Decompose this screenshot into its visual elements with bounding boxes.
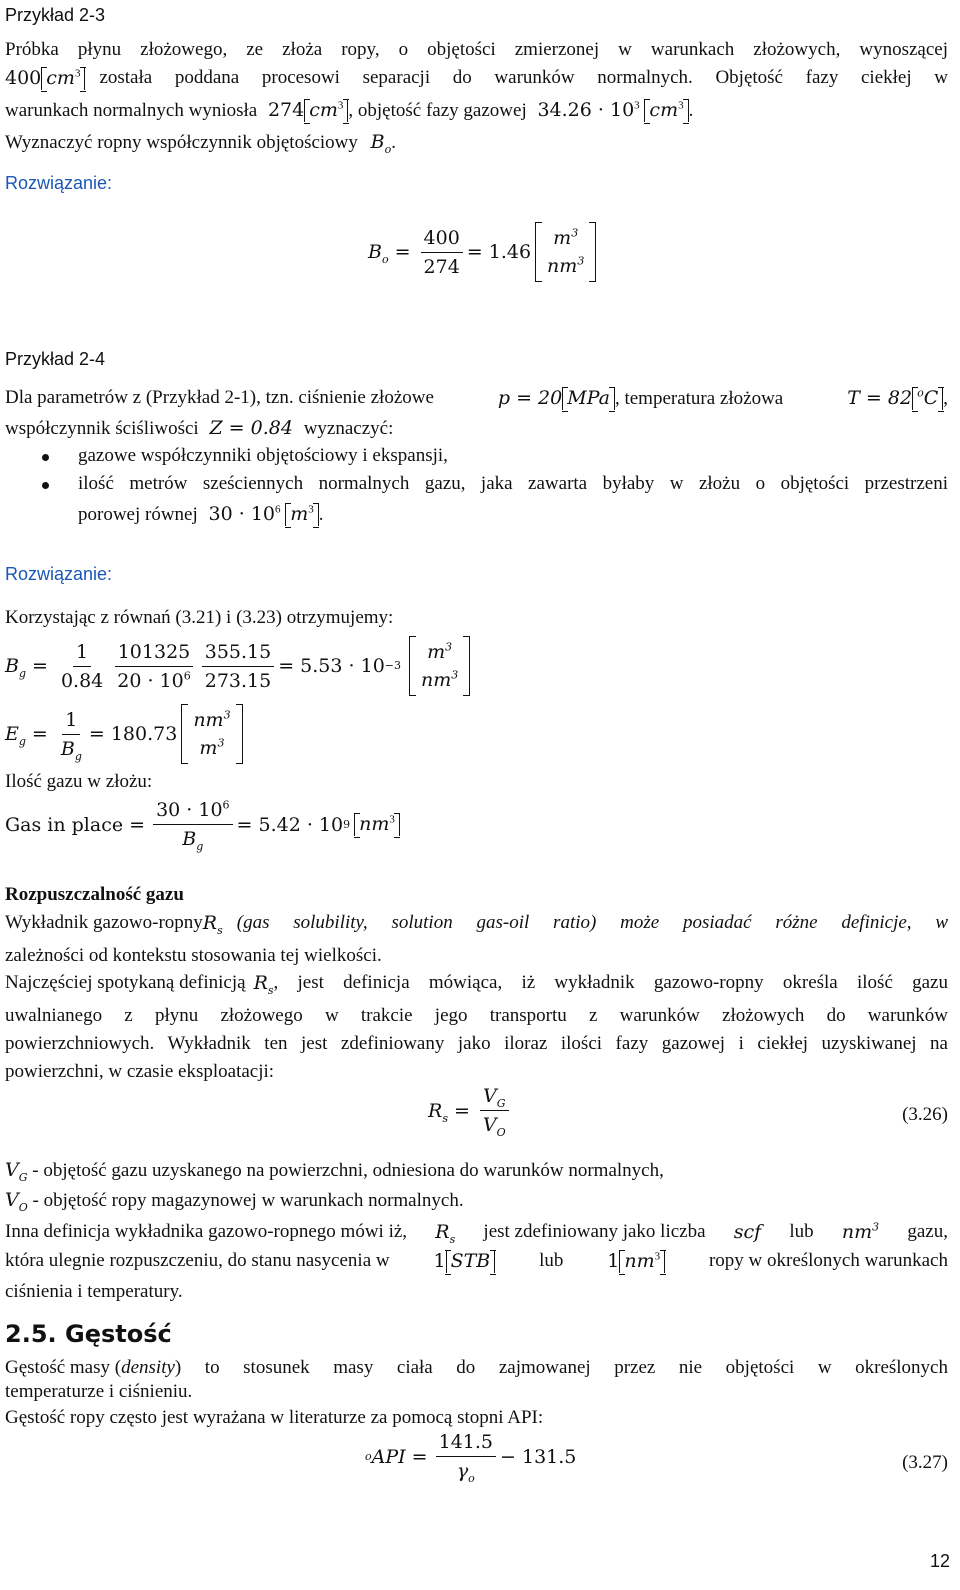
rozp-p3-lub: lub — [789, 1221, 814, 1242]
stb-unit: STB — [450, 1250, 491, 1272]
api-lhs: API = — [371, 1445, 428, 1468]
ex24-line-2-b: wyznaczyć: — [303, 418, 394, 439]
rozp-p2-line-4: powierzchni, w czasie eksploatacji: — [5, 1061, 275, 1082]
ex23-line-1: Próbka płynu złożowego, ze złoża ropy, o objętości zmierzonej w warunkach złożowych, wynoszącej — [5, 39, 948, 60]
rozp-p4-line-1: która ulegnie rozpuszczeniu, do stanu nasycenia w 1 STB lub 1 $nm^3$ ropy w określonych warunkach — [5, 1250, 948, 1272]
ex24-bullet-1: gazowe współczynniki objętościowy i ekspansji, — [78, 445, 448, 466]
rozp-p2-line-1: Najczęściej spotykaną definicją $R_s$ , jest definicja mówiąca, iż wykładnik gazowo-ropny określa ilość gazu — [5, 972, 948, 997]
frac-den: 274 — [423, 255, 460, 278]
rozp-p3-c: gazu, — [907, 1221, 948, 1242]
page-number: 12 — [929, 1551, 950, 1571]
api-equation: o API = $\frac{141.5}{\gamma_o}$ − 131.5 — [365, 1431, 577, 1485]
ex24-bullet-2-cont: porowej równej $30 \cdot 10^6$ $m^3$ . — [78, 503, 324, 525]
rozp-p2-line-2: uwalnianego z płynu złożowego w trakcie jego transportu z warunków złożowych do warunków — [5, 1005, 948, 1026]
gas-volume: 34.26 · 10 — [537, 99, 635, 121]
eq-number-3-26: (3.26) — [902, 1104, 948, 1125]
rozp-p4-a: która ulegnie rozpuszczeniu, do stanu nasycenia w — [5, 1250, 390, 1271]
ex23-line-3-b: , objętość fazy gazowej — [348, 100, 527, 121]
rozp-p3-a: Inna definicja wykładnika gazowo-ropnego mówi iż, — [5, 1221, 408, 1242]
vo-definition: $V_O$ - objętość ropy magazynowej w warunkach normalnych. — [5, 1189, 464, 1214]
unit-mpa: MPa — [567, 387, 610, 409]
liquid-volume: 274 — [267, 99, 305, 121]
eg-result: = 180.73 — [88, 723, 178, 745]
rozp-p1-b: (gas solubility, solution gas-oil ratio) może posiadać różne definicje, w — [236, 912, 948, 933]
gest-p1-b: ) to stosunek masy ciała do zajmowanej przez nie objętości w określonych — [174, 1357, 948, 1378]
scf-unit: scf — [733, 1221, 762, 1243]
ex23-solution-label: Rozwiązanie: — [5, 173, 113, 193]
rozp-p2-line-3: powierzchniowych. Wykładnik ten jest zdefiniowany jako iloraz ilości fazy gazowej i ciekłej uzyskiwanej na — [5, 1033, 948, 1054]
ex24-line-1: Dla parametrów z (Przykład 2-1), tzn. ciśnienie złożowe p = 20 MPa , temperatura złożowa T = 82 $^o$C , — [5, 386, 948, 409]
rs-equation: $R_s$ = $\frac{V_G}{V_O}$ — [428, 1084, 513, 1137]
gest-p2: Gęstość ropy często jest wyrażana w literaturze za pomocą stopni API: — [5, 1407, 544, 1428]
rozp-title: Rozpuszczalność gazu — [5, 884, 184, 905]
ex23-line-4: Wyznaczyć ropny współczynnik objętościowy $B_o$. — [5, 131, 396, 156]
api-rest: − 131.5 — [500, 1445, 577, 1468]
vo-definition-text: - objętość ropy magazynowej w warunkach normalnych. — [32, 1190, 464, 1211]
eq-number-3-27: (3.27) — [902, 1452, 948, 1473]
bullet-dot-2 — [42, 482, 49, 489]
gest-density-term: density — [121, 1357, 175, 1378]
z-factor: Z = 0.84 — [209, 417, 293, 439]
example-2-3-title: Przykład 2-3 — [5, 5, 106, 25]
ex24-bullet-2-cont-text: porowej równej — [78, 504, 198, 525]
ex23-line-3-a: warunkach normalnych wyniosła — [5, 100, 258, 121]
gest-p1-line-1 — [5, 1356, 948, 1380]
unit-celsius: C — [923, 387, 939, 409]
vg-definition-text: - objętość gazu uzyskanego na powierzchni, odniesiona do warunków normalnych, — [32, 1160, 664, 1181]
ex24-bullet-2: ilość metrów sześciennych normalnych gazu, jaka zawarta byłaby w złożu o objętości przestrzeni — [78, 473, 948, 494]
gas-in-place-equation: Gas in place = $\frac{30 \cdot 10^6}{B_g}$ = 5.42 · 10 9 $nm^3$ — [5, 798, 400, 851]
gip-result: = 5.42 · 10 — [236, 813, 344, 836]
ex23-line-2-rest: została poddana procesowi separacji do warunków normalnych. Objętość fazy ciekłej w — [99, 67, 948, 88]
ex23-bo-equation: $B_o$ = $\frac{400}{274}$ = 1.46 $m^3$ $nm^3$ — [368, 222, 596, 282]
frac-num: 400 — [421, 226, 463, 253]
rozp-p5: ciśnienia i temperatury. — [5, 1281, 183, 1302]
ex24-line-1-b: , temperatura złożowa — [614, 388, 784, 409]
sample-volume: 400 — [5, 67, 42, 89]
ex24-solution-label: Rozwiązanie: — [5, 564, 113, 584]
bullet-dot-1 — [42, 454, 49, 461]
bg-result: = 5.53 · 10 — [278, 655, 385, 677]
rozp-p4-lub: lub — [539, 1250, 564, 1271]
pore-volume: 30 · 10 — [208, 503, 276, 525]
unit-cm: cm — [46, 67, 75, 89]
ex23-line-3: warunkach normalnych wyniosła 274 $cm^3$ , objętość fazy gazowej $34.26 \cdot 10^3$ $cm^3$ . — [5, 99, 694, 121]
gest-p1-line-2: temperaturze i ciśnieniu. — [5, 1381, 193, 1402]
vg-definition: $V_G$ - objętość gazu uzyskanego na powierzchni, odniesiona do warunków normalnych, — [5, 1159, 664, 1184]
bg-equation: $B_g$ = $\frac{1}{0.84}$ $\frac{101325}{20 \cdot 10^6}$ $\frac{355.15}{273.15}$ = 5.53 · 10 −3 $m^3$ $nm^3$ — [5, 636, 470, 696]
pressure-value: p = 20 — [497, 387, 563, 409]
example-2-4-title: Przykład 2-4 — [5, 349, 106, 369]
rozp-p1-a: Wykładnik gazowo-ropny — [5, 912, 203, 933]
section-2-5-title: 2.5. Gęstość — [5, 1320, 172, 1348]
eg-equation: $E_g$ = $\frac{1}{B_g}$ = 180.73 $nm^3$ $m^3$ — [5, 704, 243, 764]
rozp-p4-b: ropy w określonych warunkach — [708, 1250, 948, 1271]
rozp-p1-line-2: zależności od kontekstu stosowania tej wielkości. — [5, 945, 382, 966]
rozp-p2-b: , jest definicja mówiąca, iż wykładnik gazowo-ropny określa ilość gazu — [273, 972, 948, 993]
ex24-ilosc: Ilość gazu w złożu: — [5, 771, 153, 792]
ex24-line-2 — [5, 416, 948, 441]
gip-label: Gas in place = — [5, 813, 146, 836]
rozp-p2-a: Najczęściej spotykaną definicją — [5, 972, 246, 993]
bo-result: = 1.46 — [466, 241, 532, 263]
ex23-line-4-text: Wyznaczyć ropny współczynnik objętościowy — [5, 132, 358, 153]
ex24-line-1-a: Dla parametrów z (Przykład 2-1), tzn. ciśnienie złożowe — [5, 387, 434, 408]
rozp-p3-b: jest zdefiniowany jako liczba — [483, 1221, 706, 1242]
rozp-p1-line-1: Wykładnik gazowo-ropny $R_s$ (gas solubility, solution gas-oil ratio) może posiadać różne definicje, w — [5, 912, 948, 937]
rozp-p3-line-1: Inna definicja wykładnika gazowo-ropnego mówi iż, $R_s$ jest zdefiniowany jako liczba scf lub $nm^3$ gazu, — [5, 1220, 948, 1246]
gest-p1-a: Gęstość masy ( — [5, 1357, 122, 1378]
ex23-line-2: 400 $cm^3$ została poddana procesowi separacji do warunków normalnych. Objętość fazy ciekłej w — [5, 67, 948, 89]
temperature-value: T = 82 — [847, 387, 913, 409]
ex24-korz: Korzystając z równań (3.21) i (3.23) otrzymujemy: — [5, 607, 394, 628]
ex24-line-2-a: współczynnik ściśliwości — [5, 418, 199, 439]
